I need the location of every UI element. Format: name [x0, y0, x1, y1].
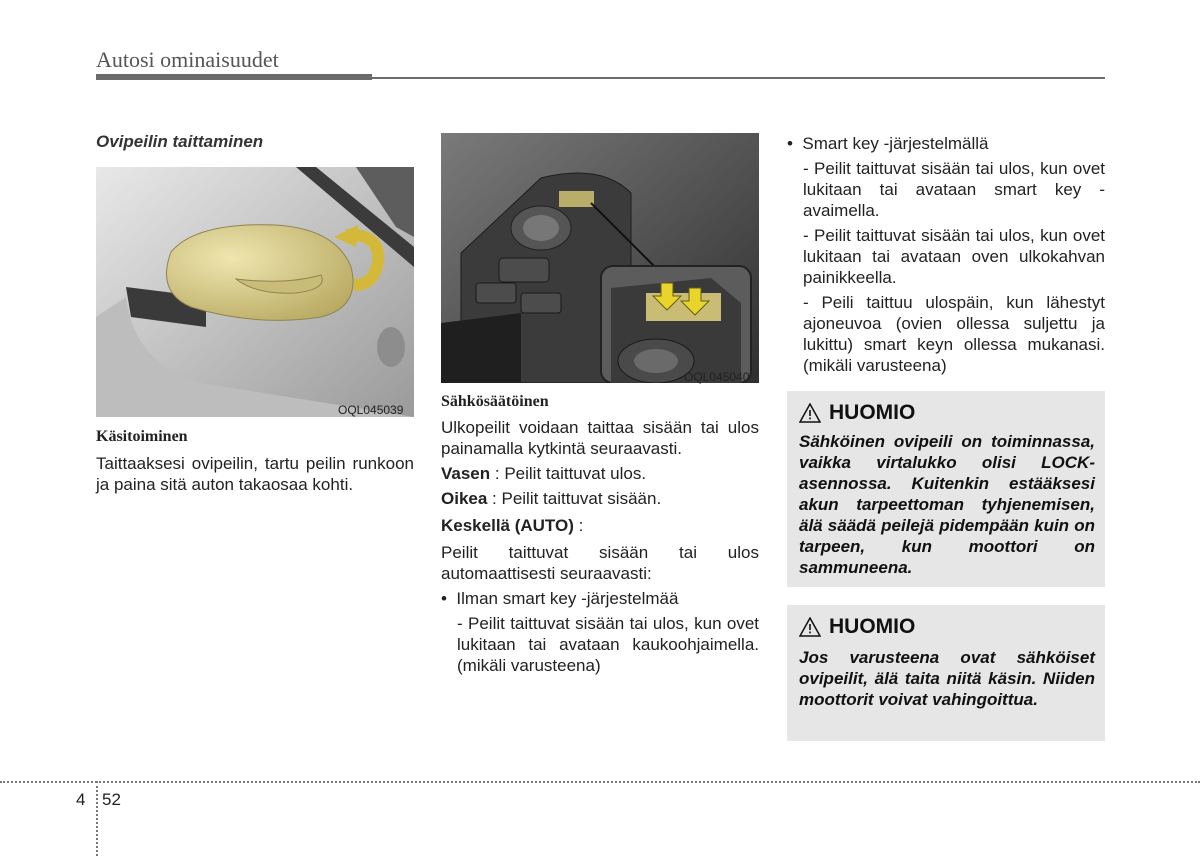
- mirror-fold-illustration: [96, 167, 414, 417]
- subheading-manual: Käsitoiminen: [96, 428, 188, 445]
- switch-drawing: [441, 133, 759, 383]
- header-rule-thin: [372, 77, 1105, 79]
- figure-code-label: OQL045040: [684, 370, 750, 384]
- dash-item: [803, 225, 1105, 288]
- bullet-no-smartkey: [441, 588, 759, 609]
- bullet-dot: •: [441, 589, 457, 608]
- page-number: 52: [102, 790, 121, 809]
- dash-text: Peilit taittuvat sisään tai ulos, kun ovet lukitaan tai avataan smart key -avaimella.: [803, 159, 1106, 220]
- text-oikea: : Peilit taittuvat sisään.: [487, 489, 662, 508]
- label-oikea: Oikea: [441, 489, 488, 508]
- page-header-title: Autosi ominaisuudet: [96, 47, 279, 72]
- footer-divider: [0, 781, 1200, 783]
- text-keskella: :: [573, 516, 584, 535]
- switch-panel-illustration: [441, 133, 759, 383]
- subheading-electric: Sähkösäätöinen: [441, 393, 549, 410]
- bullet-text: Ilman smart key -järjestelmää: [456, 589, 679, 608]
- dash-text: Peilit taittuvat sisään tai ulos, kun ovet lukitaan tai avataan oven ulkokahvan painikkeella.: [803, 226, 1106, 287]
- paragraph-auto: Peilit taittuvat sisään tai ulos automaattisesti seuraavasti:: [441, 543, 759, 583]
- label-keskella: Keskellä (AUTO): [441, 516, 574, 535]
- dash-item: [457, 613, 759, 676]
- dash-item: [803, 158, 1105, 221]
- dash-mark: -: [803, 293, 822, 312]
- dash-text: Peili taittuu ulospäin, kun lähestyt ajoneuvoa (ovien ollessa suljettu ja lukittu) smart keyn ollessa mukanasi. (mikäli varusteena): [803, 293, 1105, 375]
- caution-title: [799, 401, 915, 425]
- caution-text: Jos varusteena ovat sähköiset ovipeilit, älä taita niitä käsin. Niiden moottorit voivat vahingoittua.: [799, 648, 1095, 709]
- caution-box-2: [787, 605, 1105, 741]
- caution-title-text: HUOMIO: [829, 401, 916, 424]
- paragraph-manual: Taittaaksesi ovipeilin, tartu peilin runkoon ja paina sitä auton takaosaa kohti.: [96, 454, 414, 494]
- warning-triangle-icon: [799, 403, 821, 423]
- bullet-text: Smart key -järjestelmällä: [802, 134, 989, 153]
- bullet-smartkey: [787, 133, 1105, 154]
- footer-vertical-divider: [96, 781, 98, 856]
- dash-text: Peilit taittuvat sisään tai ulos, kun ovet lukitaan tai avataan kaukoohjaimella. (mikäli varusteena): [457, 614, 760, 675]
- dash-mark: -: [803, 226, 815, 245]
- bullet-dot: •: [787, 134, 803, 153]
- dash-mark: -: [457, 614, 469, 633]
- line-vasen: [441, 463, 759, 484]
- section-heading: Ovipeilin taittaminen: [96, 132, 264, 151]
- text-vasen: : Peilit taittuvat ulos.: [490, 464, 647, 483]
- label-vasen: Vasen: [441, 464, 491, 483]
- line-oikea: [441, 488, 759, 509]
- figure-code-label: OQL045039: [338, 403, 404, 417]
- dash-item: [803, 292, 1105, 376]
- header-rule-thick: [96, 74, 372, 80]
- chapter-number: 4: [76, 790, 86, 809]
- line-keskella: [441, 515, 759, 536]
- caution-title: [799, 615, 915, 639]
- caution-text: Sähköinen ovipeili on toiminnassa, vaikka virtalukko olisi LOCK-asennossa. Kuitenkin estääksesi akun tarpeettoman tyhjenemisen, älä säädä peilejä pidempään kuin on tarpeen, kun moottori on sammuneena.: [799, 432, 1095, 577]
- warning-triangle-icon: [799, 617, 821, 637]
- mirror-drawing: [96, 167, 414, 417]
- dash-mark: -: [803, 159, 815, 178]
- caution-box-1: [787, 391, 1105, 587]
- caution-title-text: HUOMIO: [829, 615, 916, 638]
- paragraph-intro: Ulkopeilit voidaan taittaa sisään tai ulos painamalla kytkintä seuraavasti.: [441, 418, 759, 458]
